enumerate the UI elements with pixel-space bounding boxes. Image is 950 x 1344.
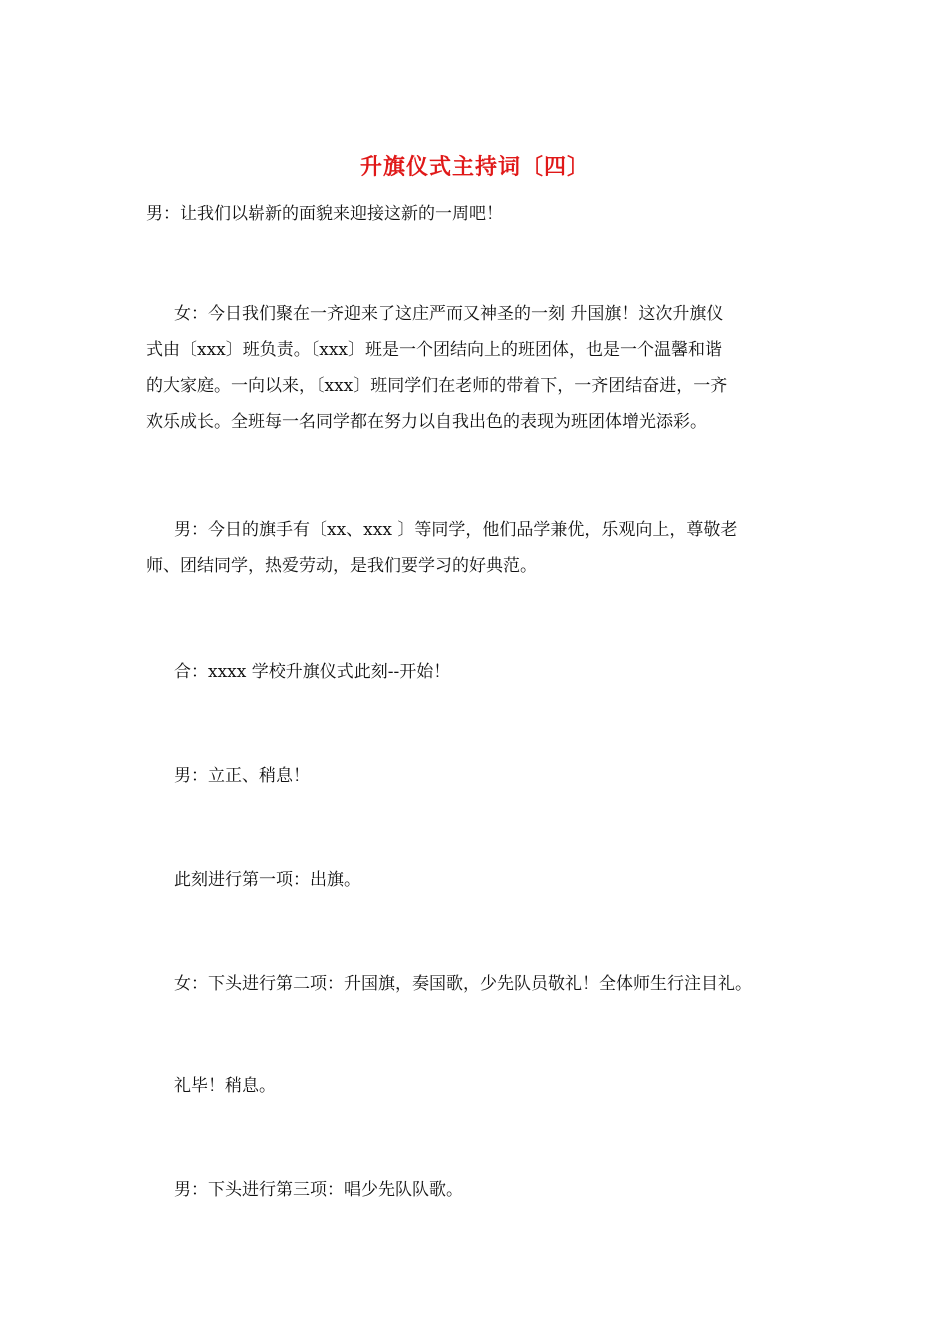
paragraph-3-line-1: 男：今日的旗手有〔xx、xxx 〕等同学，他们品学兼优，乐观向上，尊敬老	[174, 520, 738, 540]
paragraph-4: 合：xxxx 学校升旗仪式此刻--开始！	[174, 662, 451, 682]
paragraph-2-line-3: 的大家庭。一向以来，〔xxx〕班同学们在老师的带着下，一齐团结奋进，一齐	[146, 376, 728, 396]
paragraph-2	[146, 296, 816, 440]
document-title: 升旗仪式主持词〔四〕	[359, 154, 590, 180]
paragraph-8: 礼毕！稍息。	[174, 1076, 276, 1096]
paragraph-3-line-2: 师、团结同学，热爱劳动，是我们要学习的好典范。	[146, 556, 537, 576]
paragraph-2-line-1: 女：今日我们聚在一齐迎来了这庄严而又神圣的一刻 升国旗！这次升旗仪	[174, 304, 724, 324]
paragraph-2-line-4: 欢乐成长。全班每一名同学都在努力以自我出色的表现为班团体增光添彩。	[146, 412, 707, 432]
paragraph-3	[146, 512, 816, 584]
paragraph-5: 男：立正、稍息！	[174, 766, 310, 786]
paragraph-6: 此刻进行第一项：出旗。	[174, 870, 361, 890]
paragraph-9: 男：下头进行第三项：唱少先队队歌。	[174, 1180, 463, 1200]
paragraph-1: 男：让我们以崭新的面貌来迎接这新的一周吧！	[146, 204, 503, 224]
paragraph-2-line-2: 式由〔xxx〕班负责。〔xxx〕班是一个团结向上的班团体，也是一个温馨和谐	[146, 340, 723, 360]
paragraph-7: 女：下头进行第二项：升国旗，奏国歌，少先队员敬礼！全体师生行注目礼。	[174, 974, 752, 994]
